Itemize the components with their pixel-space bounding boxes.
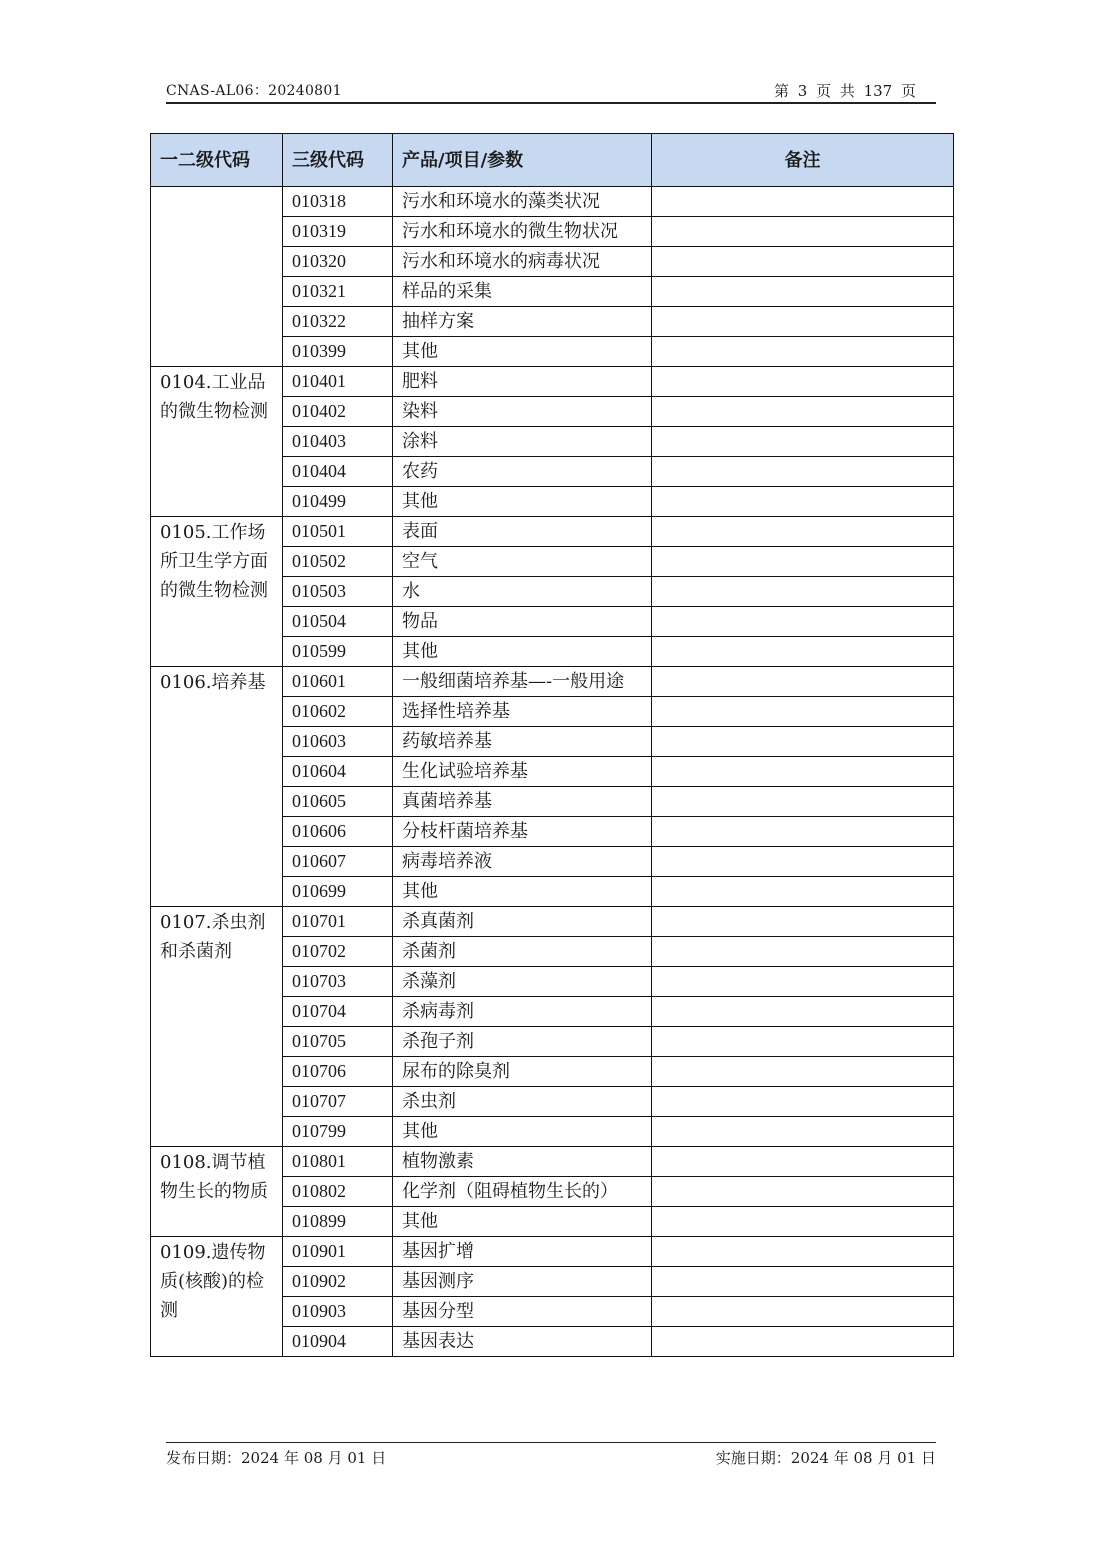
product-cell: 染料 — [393, 397, 652, 427]
table-row — [151, 907, 954, 937]
issue-date: 发布日期：2024 年 08 月 01 日 — [166, 1449, 387, 1467]
table-row — [151, 187, 954, 217]
column-header-level3-code: 三级代码 — [283, 134, 393, 187]
remarks-cell — [652, 787, 954, 817]
remarks-cell — [652, 1177, 954, 1207]
product-cell: 肥料 — [393, 367, 652, 397]
document-id: CNAS-AL06：20240801 — [166, 83, 342, 99]
level3-code-cell: 010321 — [283, 277, 393, 307]
group-code-cell — [151, 187, 283, 367]
remarks-cell — [652, 847, 954, 877]
effective-date: 实施日期：2024 年 08 月 01 日 — [715, 1449, 936, 1467]
product-cell: 基因表达 — [393, 1327, 652, 1357]
product-cell: 杀病毒剂 — [393, 997, 652, 1027]
table-row — [151, 517, 954, 547]
product-cell: 表面 — [393, 517, 652, 547]
product-cell: 杀孢子剂 — [393, 1027, 652, 1057]
product-cell: 分枝杆菌培养基 — [393, 817, 652, 847]
group-code-cell: 0108.调节植物生长的物质 — [151, 1147, 283, 1237]
column-header-product: 产品/项目/参数 — [393, 134, 652, 187]
level3-code-cell: 010607 — [283, 847, 393, 877]
page-footer — [166, 1442, 936, 1467]
group-code-cell: 0107.杀虫剂和杀菌剂 — [151, 907, 283, 1147]
level3-code-cell: 010606 — [283, 817, 393, 847]
remarks-cell — [652, 307, 954, 337]
remarks-cell — [652, 1147, 954, 1177]
remarks-cell — [652, 1057, 954, 1087]
group-code-cell: 0106.培养基 — [151, 667, 283, 907]
level3-code-cell: 010901 — [283, 1237, 393, 1267]
remarks-cell — [652, 1237, 954, 1267]
product-cell: 杀真菌剂 — [393, 907, 652, 937]
product-cell: 空气 — [393, 547, 652, 577]
level3-code-cell: 010403 — [283, 427, 393, 457]
remarks-cell — [652, 1327, 954, 1357]
group-code-cell: 0105.工作场所卫生学方面的微生物检测 — [151, 517, 283, 667]
level3-code-cell: 010605 — [283, 787, 393, 817]
level3-code-cell: 010503 — [283, 577, 393, 607]
group-code-cell: 0109.遗传物质(核酸)的检测 — [151, 1237, 283, 1357]
remarks-cell — [652, 487, 954, 517]
level3-code-cell: 010801 — [283, 1147, 393, 1177]
remarks-cell — [652, 757, 954, 787]
product-cell: 污水和环境水的微生物状况 — [393, 217, 652, 247]
remarks-cell — [652, 457, 954, 487]
remarks-cell — [652, 997, 954, 1027]
remarks-cell — [652, 427, 954, 457]
product-cell: 其他 — [393, 1117, 652, 1147]
level3-code-cell: 010603 — [283, 727, 393, 757]
level3-code-cell: 010499 — [283, 487, 393, 517]
product-cell: 其他 — [393, 337, 652, 367]
level3-code-cell: 010706 — [283, 1057, 393, 1087]
remarks-cell — [652, 637, 954, 667]
level3-code-cell: 010705 — [283, 1027, 393, 1057]
level3-code-cell: 010701 — [283, 907, 393, 937]
level3-code-cell: 010502 — [283, 547, 393, 577]
product-cell: 化学剂（阻碍植物生长的） — [393, 1177, 652, 1207]
remarks-cell — [652, 277, 954, 307]
remarks-cell — [652, 607, 954, 637]
table-header-row — [151, 134, 954, 187]
product-cell: 真菌培养基 — [393, 787, 652, 817]
product-cell: 一般细菌培养基—-一般用途 — [393, 667, 652, 697]
remarks-cell — [652, 367, 954, 397]
remarks-cell — [652, 1267, 954, 1297]
column-header-level12-code: 一二级代码 — [151, 134, 283, 187]
level3-code-cell: 010904 — [283, 1327, 393, 1357]
product-cell: 尿布的除臭剂 — [393, 1057, 652, 1087]
level3-code-cell: 010399 — [283, 337, 393, 367]
level3-code-cell: 010802 — [283, 1177, 393, 1207]
level3-code-cell: 010401 — [283, 367, 393, 397]
product-cell: 抽样方案 — [393, 307, 652, 337]
level3-code-cell: 010799 — [283, 1117, 393, 1147]
product-cell: 杀菌剂 — [393, 937, 652, 967]
product-cell: 污水和环境水的病毒状况 — [393, 247, 652, 277]
remarks-cell — [652, 667, 954, 697]
remarks-cell — [652, 577, 954, 607]
remarks-cell — [652, 937, 954, 967]
level3-code-cell: 010601 — [283, 667, 393, 697]
level3-code-cell: 010707 — [283, 1087, 393, 1117]
product-cell: 涂料 — [393, 427, 652, 457]
remarks-cell — [652, 1207, 954, 1237]
product-cell: 其他 — [393, 637, 652, 667]
remarks-cell — [652, 247, 954, 277]
product-cell: 杀藻剂 — [393, 967, 652, 997]
product-cell: 生化试验培养基 — [393, 757, 652, 787]
level3-code-cell: 010320 — [283, 247, 393, 277]
level3-code-cell: 010699 — [283, 877, 393, 907]
product-cell: 其他 — [393, 1207, 652, 1237]
remarks-cell — [652, 967, 954, 997]
remarks-cell — [652, 697, 954, 727]
remarks-cell — [652, 547, 954, 577]
product-cell: 农药 — [393, 457, 652, 487]
level3-code-cell: 010902 — [283, 1267, 393, 1297]
level3-code-cell: 010318 — [283, 187, 393, 217]
product-cell: 选择性培养基 — [393, 697, 652, 727]
product-cell: 基因测序 — [393, 1267, 652, 1297]
level3-code-cell: 010319 — [283, 217, 393, 247]
column-header-remarks: 备注 — [652, 134, 954, 187]
level3-code-cell: 010703 — [283, 967, 393, 997]
remarks-cell — [652, 727, 954, 757]
table-row — [151, 1237, 954, 1267]
product-cell: 病毒培养液 — [393, 847, 652, 877]
level3-code-cell: 010501 — [283, 517, 393, 547]
product-cell: 药敏培养基 — [393, 727, 652, 757]
level3-code-cell: 010602 — [283, 697, 393, 727]
product-cell: 基因扩增 — [393, 1237, 652, 1267]
level3-code-cell: 010704 — [283, 997, 393, 1027]
product-cell: 杀虫剂 — [393, 1087, 652, 1117]
remarks-cell — [652, 187, 954, 217]
remarks-cell — [652, 1297, 954, 1327]
product-cell: 植物激素 — [393, 1147, 652, 1177]
remarks-cell — [652, 397, 954, 427]
product-cell: 其他 — [393, 487, 652, 517]
level3-code-cell: 010322 — [283, 307, 393, 337]
table-body — [151, 187, 954, 1357]
remarks-cell — [652, 877, 954, 907]
product-cell: 样品的采集 — [393, 277, 652, 307]
table-row — [151, 667, 954, 697]
product-cell: 污水和环境水的藻类状况 — [393, 187, 652, 217]
remarks-cell — [652, 1087, 954, 1117]
remarks-cell — [652, 1117, 954, 1147]
level3-code-cell: 010504 — [283, 607, 393, 637]
remarks-cell — [652, 217, 954, 247]
level3-code-cell: 010402 — [283, 397, 393, 427]
product-cell: 其他 — [393, 877, 652, 907]
level3-code-cell: 010903 — [283, 1297, 393, 1327]
level3-code-cell: 010702 — [283, 937, 393, 967]
remarks-cell — [652, 337, 954, 367]
level3-code-cell: 010599 — [283, 637, 393, 667]
remarks-cell — [652, 1027, 954, 1057]
level3-code-cell: 010404 — [283, 457, 393, 487]
remarks-cell — [652, 907, 954, 937]
page-number: 第 3 页 共 137 页 — [773, 82, 916, 100]
remarks-cell — [652, 517, 954, 547]
level3-code-cell: 010604 — [283, 757, 393, 787]
product-cell: 水 — [393, 577, 652, 607]
table-row — [151, 367, 954, 397]
page-header — [166, 80, 936, 104]
product-cell: 基因分型 — [393, 1297, 652, 1327]
code-table — [150, 133, 954, 1357]
table-row — [151, 1147, 954, 1177]
remarks-cell — [652, 817, 954, 847]
group-code-cell: 0104.工业品的微生物检测 — [151, 367, 283, 517]
product-cell: 物品 — [393, 607, 652, 637]
level3-code-cell: 010899 — [283, 1207, 393, 1237]
